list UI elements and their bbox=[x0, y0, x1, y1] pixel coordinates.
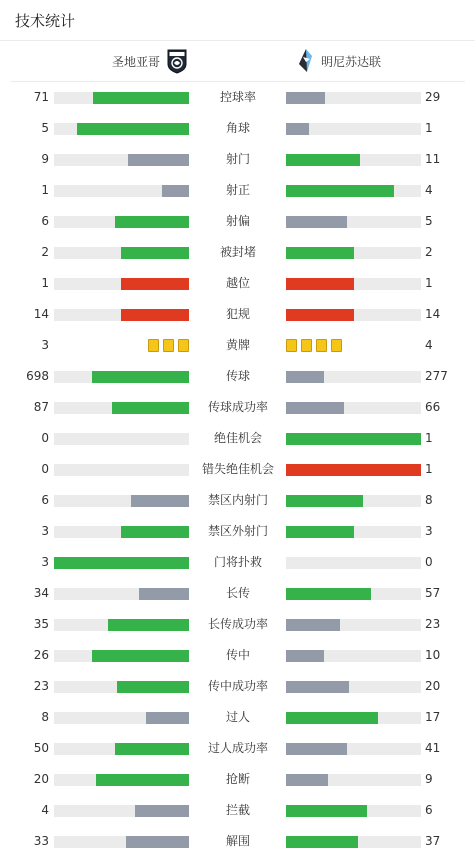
home-stat-bar-track bbox=[54, 805, 189, 817]
away-stat-bar-fill bbox=[286, 154, 360, 166]
stat-row bbox=[0, 609, 475, 640]
stat-row bbox=[0, 516, 475, 547]
stat-row bbox=[0, 113, 475, 144]
stat-label: 越位 bbox=[225, 276, 250, 290]
away-stat-bar-fill bbox=[286, 588, 371, 600]
away-stat-bar-track bbox=[286, 836, 421, 848]
away-stat-bar-track bbox=[286, 526, 421, 538]
home-stat-value: 1 bbox=[41, 183, 49, 197]
away-stat-bar-track bbox=[286, 805, 421, 817]
stat-label: 黄牌 bbox=[225, 338, 250, 352]
stat-row bbox=[0, 795, 475, 826]
stat-label: 长传 bbox=[225, 586, 250, 600]
home-stat-value: 14 bbox=[33, 307, 49, 321]
stat-label: 传球成功率 bbox=[207, 400, 268, 414]
away-stat-bar-track bbox=[286, 92, 421, 104]
home-stat-value: 71 bbox=[33, 90, 49, 104]
home-stat-bar-track bbox=[54, 185, 189, 197]
away-stat-bar-track bbox=[286, 247, 421, 259]
home-team-name: 圣地亚哥 bbox=[111, 54, 160, 69]
stat-label: 射正 bbox=[225, 183, 250, 197]
home-stat-bar-track bbox=[54, 836, 189, 848]
away-stat-value: 6 bbox=[425, 803, 433, 817]
home-stat-value: 6 bbox=[41, 214, 49, 228]
away-stat-bar-fill bbox=[286, 712, 378, 724]
home-stat-value: 20 bbox=[33, 772, 49, 786]
home-stat-bar-track bbox=[54, 588, 189, 600]
away-stat-value: 41 bbox=[425, 741, 441, 755]
away-stat-bar-fill bbox=[286, 836, 358, 848]
away-stat-bar-fill bbox=[286, 433, 421, 445]
stat-label: 错失绝佳机会 bbox=[201, 462, 274, 476]
home-stat-bar-track bbox=[54, 309, 189, 321]
home-stat-bar-track bbox=[54, 557, 189, 569]
home-stat-value: 33 bbox=[33, 834, 49, 848]
away-stat-value: 37 bbox=[425, 834, 441, 848]
stat-row bbox=[0, 144, 475, 175]
home-stat-bar-fill bbox=[121, 278, 189, 290]
away-stat-bar-track bbox=[286, 681, 421, 693]
stat-row bbox=[0, 733, 475, 764]
home-stat-value: 698 bbox=[26, 369, 49, 383]
home-stat-value: 9 bbox=[41, 152, 49, 166]
stat-row bbox=[0, 299, 475, 330]
home-stat-bar-track bbox=[54, 278, 189, 290]
away-stat-bar-track bbox=[286, 619, 421, 631]
away-yellow-cards bbox=[286, 339, 346, 352]
home-stat-bar-fill bbox=[93, 92, 189, 104]
home-stat-value: 3 bbox=[41, 338, 49, 352]
away-stat-bar-track bbox=[286, 371, 421, 383]
home-stat-bar-fill bbox=[115, 216, 189, 228]
stat-label: 角球 bbox=[225, 121, 250, 135]
home-stat-bar-fill bbox=[121, 309, 189, 321]
yellow-card-icon bbox=[286, 339, 297, 352]
away-stat-value: 3 bbox=[425, 524, 433, 538]
home-stat-bar-track bbox=[54, 619, 189, 631]
home-stat-bar-fill bbox=[115, 743, 189, 755]
home-yellow-cards bbox=[144, 339, 189, 352]
yellow-card-icon bbox=[148, 339, 159, 352]
home-stat-bar-track bbox=[54, 402, 189, 414]
stat-row bbox=[0, 764, 475, 795]
home-stat-value: 50 bbox=[33, 741, 49, 755]
stat-label: 射偏 bbox=[225, 214, 250, 228]
away-stat-bar-fill bbox=[286, 495, 363, 507]
away-stat-value: 20 bbox=[425, 679, 441, 693]
stat-label: 长传成功率 bbox=[207, 617, 268, 631]
home-stat-bar-fill bbox=[126, 836, 189, 848]
home-stat-bar-track bbox=[54, 92, 189, 104]
stat-row bbox=[0, 268, 475, 299]
away-stat-value: 1 bbox=[425, 431, 433, 445]
stat-row bbox=[0, 578, 475, 609]
stat-row bbox=[0, 330, 475, 361]
away-stat-bar-track bbox=[286, 557, 421, 569]
yellow-card-icon bbox=[163, 339, 174, 352]
stat-label: 禁区内射门 bbox=[207, 493, 268, 507]
away-stat-bar-fill bbox=[286, 371, 324, 383]
away-stat-value: 1 bbox=[425, 462, 433, 476]
away-stat-bar-fill bbox=[286, 247, 354, 259]
away-stat-bar-track bbox=[286, 278, 421, 290]
stat-row bbox=[0, 640, 475, 671]
away-stat-bar-track bbox=[286, 216, 421, 228]
stat-label: 传球 bbox=[225, 369, 250, 383]
home-stat-bar-fill bbox=[77, 123, 189, 135]
away-stat-value: 10 bbox=[425, 648, 441, 662]
home-stat-value: 35 bbox=[33, 617, 49, 631]
away-stat-value: 1 bbox=[425, 276, 433, 290]
away-stat-value: 29 bbox=[425, 90, 441, 104]
home-stat-bar-track bbox=[54, 712, 189, 724]
away-stat-value: 9 bbox=[425, 772, 433, 786]
yellow-card-icon bbox=[178, 339, 189, 352]
home-stat-bar-track bbox=[54, 123, 189, 135]
away-stat-bar-fill bbox=[286, 92, 325, 104]
away-stat-bar-fill bbox=[286, 526, 354, 538]
away-stat-bar-fill bbox=[286, 619, 340, 631]
yellow-card-icon bbox=[316, 339, 327, 352]
home-stat-value: 6 bbox=[41, 493, 49, 507]
home-stat-value: 87 bbox=[33, 400, 49, 414]
home-stat-bar-track bbox=[54, 650, 189, 662]
away-stat-bar-track bbox=[286, 712, 421, 724]
stat-row bbox=[0, 423, 475, 454]
away-stat-bar-track bbox=[286, 464, 421, 476]
stat-label: 禁区外射门 bbox=[207, 524, 268, 538]
stat-label: 传中 bbox=[225, 648, 250, 662]
away-stat-value: 2 bbox=[425, 245, 433, 259]
away-stat-value: 4 bbox=[425, 183, 433, 197]
home-stat-bar-track bbox=[54, 774, 189, 786]
home-stat-bar-track bbox=[54, 526, 189, 538]
home-stat-bar-track bbox=[54, 371, 189, 383]
away-stat-value: 4 bbox=[425, 338, 433, 352]
away-team-name: 明尼苏达联 bbox=[321, 54, 382, 69]
away-stat-bar-fill bbox=[286, 774, 328, 786]
home-stat-bar-track bbox=[54, 495, 189, 507]
stat-row bbox=[0, 671, 475, 702]
away-team-crest-icon bbox=[294, 48, 316, 74]
stat-row bbox=[0, 237, 475, 268]
away-stat-value: 23 bbox=[425, 617, 441, 631]
away-stat-bar-fill bbox=[286, 464, 421, 476]
home-stat-value: 8 bbox=[41, 710, 49, 724]
home-stat-bar-fill bbox=[108, 619, 189, 631]
stat-label: 拦截 bbox=[225, 803, 250, 817]
home-stat-bar-fill bbox=[121, 247, 189, 259]
home-stat-value: 3 bbox=[41, 555, 49, 569]
away-stat-bar-fill bbox=[286, 402, 344, 414]
home-stat-bar-fill bbox=[112, 402, 189, 414]
stat-label: 解围 bbox=[225, 834, 250, 848]
stat-row bbox=[0, 206, 475, 237]
away-stat-bar-fill bbox=[286, 185, 394, 197]
away-stat-bar-fill bbox=[286, 681, 349, 693]
page-title: 技术统计 bbox=[15, 11, 76, 30]
away-stat-bar-track bbox=[286, 588, 421, 600]
yellow-card-icon bbox=[301, 339, 312, 352]
home-stat-bar-track bbox=[54, 681, 189, 693]
stat-label: 过人 bbox=[225, 710, 250, 724]
away-stat-value: 57 bbox=[425, 586, 441, 600]
home-stat-bar-track bbox=[54, 216, 189, 228]
away-stat-value: 66 bbox=[425, 400, 441, 414]
home-stat-bar-track bbox=[54, 464, 189, 476]
stat-label: 被封堵 bbox=[219, 245, 256, 259]
away-stat-value: 1 bbox=[425, 121, 433, 135]
stat-row bbox=[0, 82, 475, 113]
away-stat-bar-fill bbox=[286, 805, 367, 817]
stat-row bbox=[0, 175, 475, 206]
home-stat-bar-fill bbox=[146, 712, 189, 724]
stat-row bbox=[0, 485, 475, 516]
home-stat-bar-fill bbox=[139, 588, 189, 600]
yellow-card-icon bbox=[331, 339, 342, 352]
home-stat-bar-fill bbox=[54, 557, 189, 569]
away-stat-value: 11 bbox=[425, 152, 441, 166]
away-stat-bar-track bbox=[286, 743, 421, 755]
home-stat-bar-fill bbox=[96, 774, 189, 786]
away-stat-value: 277 bbox=[425, 369, 448, 383]
home-stat-bar-fill bbox=[92, 371, 189, 383]
away-stat-bar-track bbox=[286, 402, 421, 414]
home-stat-value: 26 bbox=[33, 648, 49, 662]
home-stat-bar-track bbox=[54, 247, 189, 259]
home-stat-value: 5 bbox=[41, 121, 49, 135]
away-stat-value: 8 bbox=[425, 493, 433, 507]
home-stat-value: 23 bbox=[33, 679, 49, 693]
away-stat-bar-track bbox=[286, 650, 421, 662]
home-stat-bar-track bbox=[54, 433, 189, 445]
home-stat-value: 4 bbox=[41, 803, 49, 817]
home-stat-value: 34 bbox=[33, 586, 49, 600]
stat-label: 射门 bbox=[225, 152, 250, 166]
home-stat-value: 0 bbox=[41, 462, 49, 476]
away-stat-bar-track bbox=[286, 309, 421, 321]
away-stat-bar-fill bbox=[286, 309, 354, 321]
stat-row bbox=[0, 392, 475, 423]
away-stat-value: 0 bbox=[425, 555, 433, 569]
stat-row bbox=[0, 361, 475, 392]
home-stat-bar-track bbox=[54, 154, 189, 166]
away-stat-value: 5 bbox=[425, 214, 433, 228]
home-stat-value: 1 bbox=[41, 276, 49, 290]
home-stat-bar-fill bbox=[162, 185, 189, 197]
away-stat-bar-track bbox=[286, 154, 421, 166]
away-stat-bar-fill bbox=[286, 743, 347, 755]
stat-row bbox=[0, 547, 475, 578]
home-stat-value: 3 bbox=[41, 524, 49, 538]
stat-label: 犯规 bbox=[225, 307, 250, 321]
home-stat-value: 2 bbox=[41, 245, 49, 259]
home-stat-bar-fill bbox=[128, 154, 189, 166]
teams-row bbox=[10, 41, 465, 82]
away-stat-value: 17 bbox=[425, 710, 441, 724]
away-stat-bar-fill bbox=[286, 650, 324, 662]
home-stat-bar-fill bbox=[92, 650, 189, 662]
stat-row bbox=[0, 702, 475, 733]
stat-label: 过人成功率 bbox=[207, 741, 268, 755]
away-stat-bar-fill bbox=[286, 278, 354, 290]
stat-label: 传中成功率 bbox=[207, 679, 268, 693]
away-stat-bar-track bbox=[286, 185, 421, 197]
home-team[interactable] bbox=[10, 48, 188, 74]
home-stat-bar-fill bbox=[131, 495, 189, 507]
stat-label: 抢断 bbox=[225, 772, 250, 786]
stat-row bbox=[0, 454, 475, 485]
home-stat-bar-fill bbox=[117, 681, 189, 693]
home-stat-value: 0 bbox=[41, 431, 49, 445]
away-stat-bar-fill bbox=[286, 123, 309, 135]
away-stat-bar-track bbox=[286, 123, 421, 135]
home-stat-bar-track bbox=[54, 743, 189, 755]
away-team[interactable] bbox=[188, 48, 381, 74]
home-team-crest-icon bbox=[166, 48, 188, 74]
stat-label: 绝佳机会 bbox=[213, 431, 262, 445]
away-stat-bar-track bbox=[286, 433, 421, 445]
away-stat-bar-track bbox=[286, 495, 421, 507]
stat-label: 控球率 bbox=[219, 90, 256, 104]
page-header bbox=[0, 0, 475, 41]
away-stat-value: 14 bbox=[425, 307, 441, 321]
home-stat-bar-fill bbox=[135, 805, 189, 817]
away-stat-bar-track bbox=[286, 774, 421, 786]
stat-label: 门将扑救 bbox=[213, 555, 262, 569]
away-stat-bar-fill bbox=[286, 216, 347, 228]
stat-row bbox=[0, 826, 475, 857]
home-stat-bar-fill bbox=[121, 526, 189, 538]
